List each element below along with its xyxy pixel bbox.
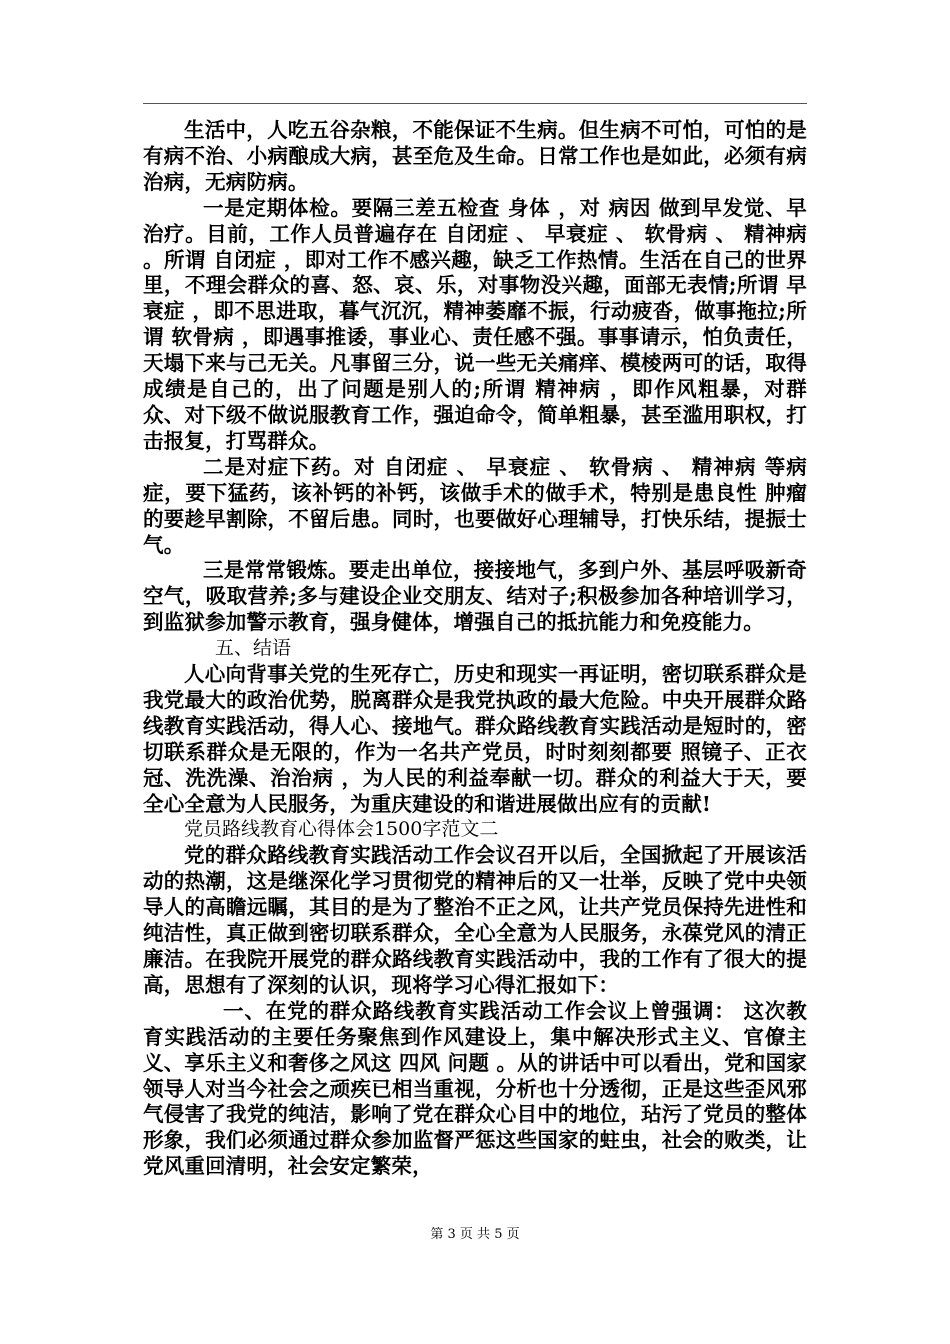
article-title-two: 党员路线教育心得体会1500字范文二 (184, 818, 499, 841)
section-heading-conclusion: 五、结语 (215, 637, 292, 660)
paragraph-article-two-intro: 党的群众路线教育实践活动工作会议召开以后，全国掀起了开展该活动的热潮，这是继深化学习贯彻党的精神后的又一壮举，反映了党中央领导人的高瞻远瞩，其目的是为了整治不正之风，让共产党员保持先进性和纯洁性，真正做到密切联系群众，全心全意为人民服务，永葆党风的清正廉洁。在我院开展党的群众路线教育实践活动中，我的工作有了很大的提高，思想有了深刻的认识，现将学习心得汇报如下： (143, 843, 807, 997)
paragraph-exercise: 三是常常锻炼。要走出单位，接接地气，多到户外、基层呼吸新奇空气，吸取营养;多与建设企业交朋友、结对子;积极参加各种培训学习，到监狱参加警示教育，强身健体，增强自己的抵抗能力和免疫能力。 (143, 558, 807, 635)
paragraph-conclusion: 人心向背事关党的生死存亡，历史和现实一再证明，密切联系群众是我党最大的政治优势，脱离群众是我党执政的最大危险。中央开展群众路线教育实践活动，得人心、接地气。群众路线教育实践活动是短时的，密切联系群众是无限的，作为一名共产党员，时时刻刻都要 照镜子、正衣冠、洗洗澡、治治病 ，为人民的利益奉献一切。群众的利益大于天，要全心全意为人民服务，为重庆建设的和谐进展做出应有的贡献! (143, 662, 807, 816)
paragraph-intro: 生活中，人吃五谷杂粮，不能保证不生病。但生病不可怕，可怕的是有病不治、小病酿成大病，甚至危及生命。日常工作也是如此，必须有病治病，无病防病。 (143, 118, 807, 194)
paragraph-treatment: 二是对症下药。对 自闭症 、 早衰症 、 软骨病 、 精神病 等病症，要下猛药，该补钙的补钙，该做手术的做手术，特别是患良性 肿瘤 的要趁早割除，不留后患。同时，也要做好心理辅导，打快乐结，提振士气。 (143, 454, 807, 557)
body-text (143, 118, 807, 1180)
paragraph-checkup: 一是定期体检。要隔三差五检查 身体 ，对 病因 做到早发觉、早治疗。目前，工作人员普遍存在 自闭症 、 早衰症 、 软骨病 、 精神病 。所谓 自闭症 ，即对工作不感兴趣，缺乏工作热情。生活在自己的世界里，不理会群众的喜、怒、哀、乐，对事物没兴趣，面部无表情;所谓 早衰症 ，即不思进取，暮气沉沉，精神萎靡不振，行动疲沓，做事拖拉;所谓 软骨病 ，即遇事推诿，事业心、责任感不强。事事请示，怕负责任，天塌下来与己无关。凡事留三分，说一些无关痛痒、模棱两可的话，取得成绩是自己的，出了问题是别人的;所谓 精神病 ，即作风粗暴，对群众、对下级不做说服教育工作，强迫命令，简单粗暴，甚至滥用职权，打击报复，打骂群众。 (143, 195, 807, 453)
header-rule (143, 103, 807, 104)
page-number-footer: 第 3 页 共 5 页 (430, 1227, 520, 1242)
paragraph-article-two-point-one: 一、在党的群众路线教育实践活动工作会议上曾强调： 这次教育实践活动的主要任务聚焦到作风建设上，集中解决形式主义、官僚主义、享乐主义和奢侈之风这 四风 问题 。从的讲话中可以看出，党和国家领导人对当今社会之顽疾已相当重视，分析也十分透彻，正是这些歪风邪气侵害了我党的纯洁，影响了党在群众心目中的地位，玷污了党员的整体形象，我们必须通过群众参加监督严惩这些国家的蛀虫，社会的败类，让党风重回清明，社会安定繁荣， (143, 998, 807, 1179)
